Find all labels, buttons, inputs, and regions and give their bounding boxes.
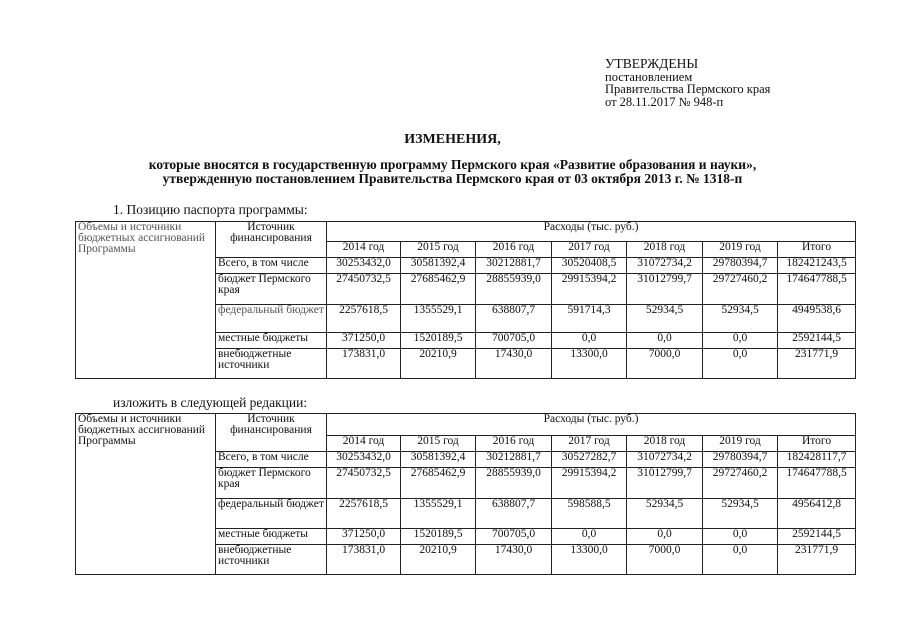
- value-cell: 30253432,0: [327, 258, 401, 274]
- value-cell: 0,0: [703, 545, 778, 575]
- value-cell: 29915394,2: [552, 468, 627, 499]
- year-header: 2019 год: [703, 242, 778, 258]
- total-cell: 174647788,5: [778, 274, 856, 305]
- approved-heading: УТВЕРЖДЕНЫ: [605, 56, 699, 71]
- value-cell: 700705,0: [476, 529, 552, 545]
- total-cell: 4949538,6: [778, 305, 856, 333]
- approved-line-1: постановлением: [605, 69, 693, 84]
- year-header: 2015 год: [401, 242, 476, 258]
- total-cell: 4956412,8: [778, 499, 856, 529]
- document-title: ИЗМЕНЕНИЯ,: [404, 132, 501, 147]
- year-header: 2017 год: [552, 436, 627, 452]
- total-cell: 182428117,7: [778, 452, 856, 468]
- value-cell: 29780394,7: [703, 258, 778, 274]
- value-cell: 371250,0: [327, 333, 401, 349]
- item-1-heading: 1. Позицию паспорта программы:: [113, 202, 308, 217]
- source-label: местные бюджеты: [216, 529, 327, 545]
- value-cell: 17430,0: [476, 545, 552, 575]
- source-label: внебюджетные источники: [216, 349, 327, 379]
- total-cell: 231771,9: [778, 545, 856, 575]
- value-cell: 7000,0: [627, 349, 703, 379]
- total-cell: 2592144,5: [778, 529, 856, 545]
- value-cell: 638807,7: [476, 499, 552, 529]
- source-label: местные бюджеты: [216, 333, 327, 349]
- value-cell: 0,0: [552, 529, 627, 545]
- year-header: 2019 год: [703, 436, 778, 452]
- document-subtitle-line-2: утвержденную постановлением Правительства Пермского края от 03 октября 2013 г. № 1318-п: [162, 171, 743, 186]
- value-cell: 52934,5: [703, 305, 778, 333]
- value-cell: 28855939,0: [476, 274, 552, 305]
- new-passport-table: [75, 413, 856, 575]
- value-cell: 173831,0: [327, 545, 401, 575]
- value-cell: 1520189,5: [401, 333, 476, 349]
- source-label: Всего, в том числе: [216, 452, 327, 468]
- value-cell: 13300,0: [552, 349, 627, 379]
- original-passport-table: [75, 221, 856, 379]
- item-2-heading: изложить в следующей редакции:: [113, 395, 308, 410]
- approved-line-3: от 28.11.2017 № 948-п: [605, 94, 724, 109]
- year-header: 2016 год: [476, 436, 552, 452]
- source-label: бюджет Пермского края: [216, 468, 327, 499]
- value-cell: 30581392,4: [401, 452, 476, 468]
- header-expenses: Расходы (тыс. руб.): [327, 222, 856, 242]
- total-cell: 2592144,5: [778, 333, 856, 349]
- value-cell: 29915394,2: [552, 274, 627, 305]
- total-cell: 174647788,5: [778, 468, 856, 499]
- year-header: 2014 год: [327, 242, 401, 258]
- value-cell: 27450732,5: [327, 468, 401, 499]
- total-cell: 231771,9: [778, 349, 856, 379]
- value-cell: 30212881,7: [476, 258, 552, 274]
- total-header: Итого: [778, 436, 856, 452]
- value-cell: 31012799,7: [627, 468, 703, 499]
- value-cell: 52934,5: [627, 499, 703, 529]
- value-cell: 371250,0: [327, 529, 401, 545]
- value-cell: 30581392,4: [401, 258, 476, 274]
- value-cell: 30527282,7: [552, 452, 627, 468]
- header-expenses: Расходы (тыс. руб.): [327, 414, 856, 436]
- value-cell: 52934,5: [703, 499, 778, 529]
- approved-line-2: Правительства Пермского края: [605, 82, 771, 96]
- value-cell: 591714,3: [552, 305, 627, 333]
- header-budget-sources: Объемы и источники бюджетных ассигнований Программы: [76, 222, 216, 379]
- year-header: 2016 год: [476, 242, 552, 258]
- value-cell: 0,0: [703, 529, 778, 545]
- value-cell: 27685462,9: [401, 468, 476, 499]
- year-header: 2017 год: [552, 242, 627, 258]
- value-cell: 27685462,9: [401, 274, 476, 305]
- value-cell: 27450732,5: [327, 274, 401, 305]
- year-header: 2015 год: [401, 436, 476, 452]
- value-cell: 1520189,5: [401, 529, 476, 545]
- value-cell: 7000,0: [627, 545, 703, 575]
- value-cell: 2257618,5: [327, 499, 401, 529]
- source-label: внебюджетные источники: [216, 545, 327, 575]
- value-cell: 17430,0: [476, 349, 552, 379]
- value-cell: 598588,5: [552, 499, 627, 529]
- total-header: Итого: [778, 242, 856, 258]
- value-cell: 638807,7: [476, 305, 552, 333]
- value-cell: 31012799,7: [627, 274, 703, 305]
- source-label: бюджет Пермского края: [216, 274, 327, 305]
- year-header: 2014 год: [327, 436, 401, 452]
- table-header-row: [76, 414, 856, 436]
- value-cell: 13300,0: [552, 545, 627, 575]
- source-label: федеральный бюджет: [216, 305, 327, 333]
- value-cell: 52934,5: [627, 305, 703, 333]
- value-cell: 29780394,7: [703, 452, 778, 468]
- value-cell: 1355529,1: [401, 305, 476, 333]
- value-cell: 0,0: [552, 333, 627, 349]
- year-header: 2018 год: [627, 242, 703, 258]
- value-cell: 0,0: [627, 333, 703, 349]
- table-header-row: [76, 222, 856, 242]
- document-subtitle-line-1: которые вносятся в государственную программу Пермского края «Развитие образования и науки»,: [148, 157, 757, 172]
- value-cell: 0,0: [703, 349, 778, 379]
- year-header: 2018 год: [627, 436, 703, 452]
- value-cell: 29727460,2: [703, 274, 778, 305]
- value-cell: 173831,0: [327, 349, 401, 379]
- value-cell: 30212881,7: [476, 452, 552, 468]
- value-cell: 0,0: [627, 529, 703, 545]
- header-financing-source: Источник финансирования: [216, 222, 327, 258]
- header-budget-sources: Объемы и источники бюджетных ассигнований Программы: [76, 414, 216, 575]
- value-cell: 20210,9: [401, 545, 476, 575]
- value-cell: 2257618,5: [327, 305, 401, 333]
- value-cell: 28855939,0: [476, 468, 552, 499]
- value-cell: 30253432,0: [327, 452, 401, 468]
- approval-stamp: [605, 58, 770, 108]
- value-cell: 31072734,2: [627, 258, 703, 274]
- value-cell: 30520408,5: [552, 258, 627, 274]
- total-cell: 182421243,5: [778, 258, 856, 274]
- value-cell: 0,0: [703, 333, 778, 349]
- value-cell: 20210,9: [401, 349, 476, 379]
- value-cell: 31072734,2: [627, 452, 703, 468]
- value-cell: 1355529,1: [401, 499, 476, 529]
- value-cell: 29727460,2: [703, 468, 778, 499]
- source-label: федеральный бюджет: [216, 499, 327, 529]
- value-cell: 700705,0: [476, 333, 552, 349]
- header-financing-source: Источник финансирования: [216, 414, 327, 452]
- source-label: Всего, в том числе: [216, 258, 327, 274]
